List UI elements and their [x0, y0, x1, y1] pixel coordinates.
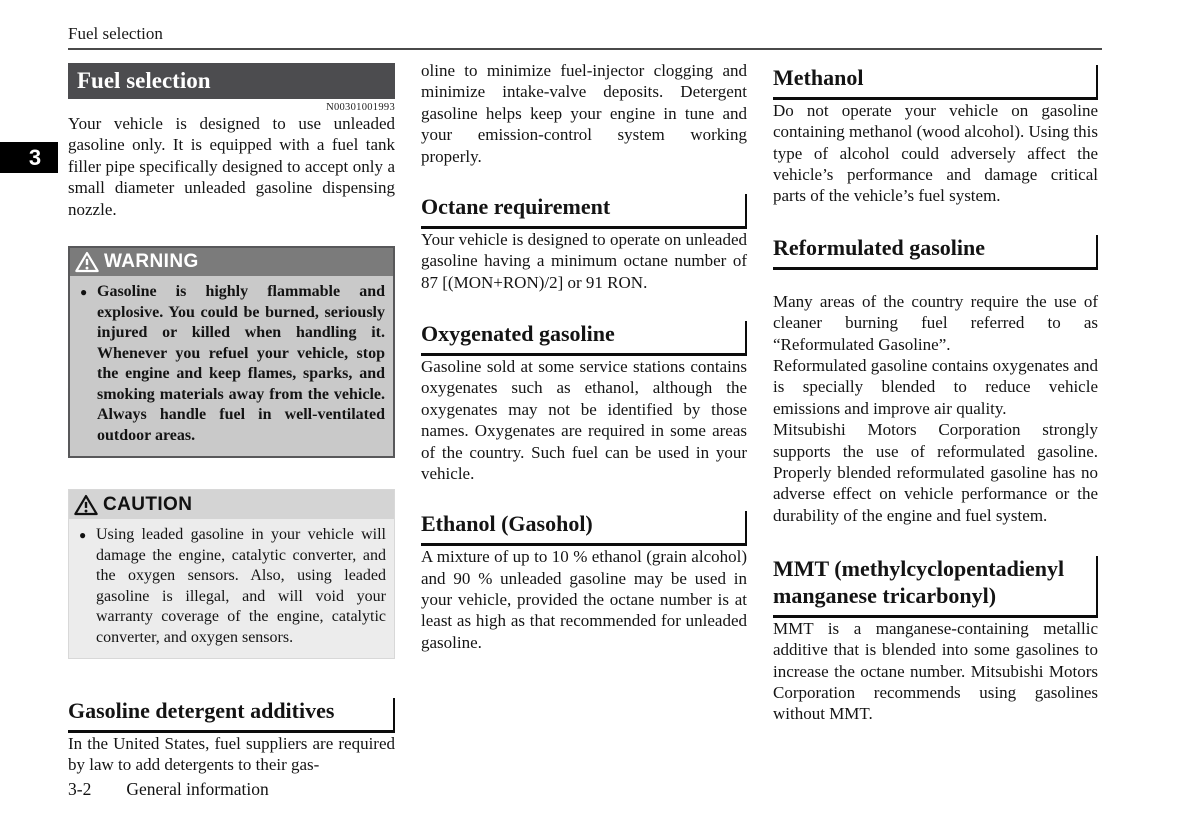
intro-paragraph: Your vehicle is designed to use unleaded gasoline only. It is equipped with a fuel tank filler pipe specifically designed to accept only a small diameter unleaded gasoline dispensing nozzle.: [68, 114, 395, 219]
middle-column: [421, 60, 747, 653]
caution-text: Using leaded gasoline in your vehicle will damage the engine, catalytic converter, and the oxygen sensors. Also, using leaded gasoline is illegal, and will void your warranty coverage of the engine, catalytic converter, and oxygen sensors.: [96, 526, 386, 646]
paragraph: Your vehicle is designed to operate on unleaded gasoline having a minimum octane number of 87 [(MON+RON)/2] or 91 RON.: [421, 229, 747, 292]
paragraph: Mitsubishi Motors Corporation strongly supports the use of reformulated gasoline. Properly blended reformulated gasoline has no adverse effect on vehicle performance or the durability of the engine and fuel system.: [773, 420, 1098, 525]
paragraph: MMT is a manganese-containing metallic additive that is blended into some gasolines to increase the octane number. Mitsubishi Motors Corporation recommends using gasolines without MMT.: [773, 618, 1098, 724]
caution-body: [69, 519, 394, 658]
paragraph: Reformulated gasoline contains oxygenates and is specially blended to reduce vehicle emissions and improve air quality.: [773, 355, 1098, 418]
continuation-paragraph: oline to minimize fuel-injector clogging and minimize intake-valve deposits. Detergent gasoline helps keep your engine in tune and your emission-control system working properly.: [421, 61, 747, 166]
section-heading-reformulated-gasoline: Reformulated gasoline: [773, 235, 1098, 270]
section-heading-mmt: MMT (methylcyclopentadienyl manganese tricarbonyl): [773, 556, 1098, 618]
caution-label: CAUTION: [103, 493, 193, 515]
paragraph: Many areas of the country require the use of cleaner burning fuel referred to as “Reformulated Gasoline”.: [773, 291, 1098, 354]
paragraph: In the United States, fuel suppliers are required by law to add detergents to their gas-: [68, 733, 395, 775]
warning-body: [70, 276, 393, 456]
warning-box: [68, 246, 395, 458]
right-column: [773, 60, 1098, 725]
footer-section-title: General information: [126, 779, 269, 799]
warning-label: WARNING: [104, 251, 199, 273]
paragraph-group: [773, 291, 1098, 526]
header-rule: [68, 48, 1102, 50]
bullet-icon: ●: [80, 285, 88, 300]
page-title-banner: Fuel selection: [68, 63, 395, 99]
warning-list-item: [80, 282, 385, 446]
page-footer: [68, 779, 269, 800]
caution-box: [68, 489, 395, 659]
section-heading-ethanol-gasohol: Ethanol (Gasohol): [421, 511, 747, 546]
running-header: Fuel selection: [68, 24, 163, 43]
warning-triangle-icon: [75, 251, 99, 273]
section-heading-oxygenated-gasoline: Oxygenated gasoline: [421, 321, 747, 356]
section-heading-methanol: Methanol: [773, 65, 1098, 100]
caution-triangle-icon: [74, 494, 98, 516]
bullet-icon: ●: [79, 528, 87, 543]
paragraph: Gasoline sold at some service stations contains oxygenates such as ethanol, although the oxygenates may not be identified by those names. Oxygenates are required in some areas of the country. Such fuel can be used in your vehicle.: [421, 356, 747, 483]
chapter-tab: 3: [0, 142, 58, 173]
caution-header: [69, 490, 394, 519]
paragraph: Do not operate your vehicle on gasoline containing methanol (wood alcohol). Using this type of alcohol could adversely affect the vehicle’s performance and damage critical parts of the vehicle’s fuel system.: [773, 100, 1098, 206]
section-heading-octane-requirement: Octane requirement: [421, 194, 747, 229]
paragraph: A mixture of up to 10 % ethanol (grain alcohol) and 90 % unleaded gasoline may be used in your vehicle, provided the octane number is at least as high as that recommended for unleaded gasoline.: [421, 547, 747, 652]
warning-text: Gasoline is highly flammable and explosive. You could be burned, seriously injured or killed when handling it. Whenever you refuel your vehicle, stop the engine and keep flames, sparks, and smoking materials away from the vehicle. Always handle fuel in well-ventilated outdoor areas.: [97, 283, 385, 444]
left-column: [68, 60, 395, 776]
warning-header: [70, 248, 393, 276]
section-heading-gasoline-detergent-additives: Gasoline detergent additives: [68, 698, 395, 733]
caution-list-item: [79, 525, 386, 648]
page-number: 3-2: [68, 779, 92, 799]
reference-number: N00301001993: [326, 102, 395, 113]
